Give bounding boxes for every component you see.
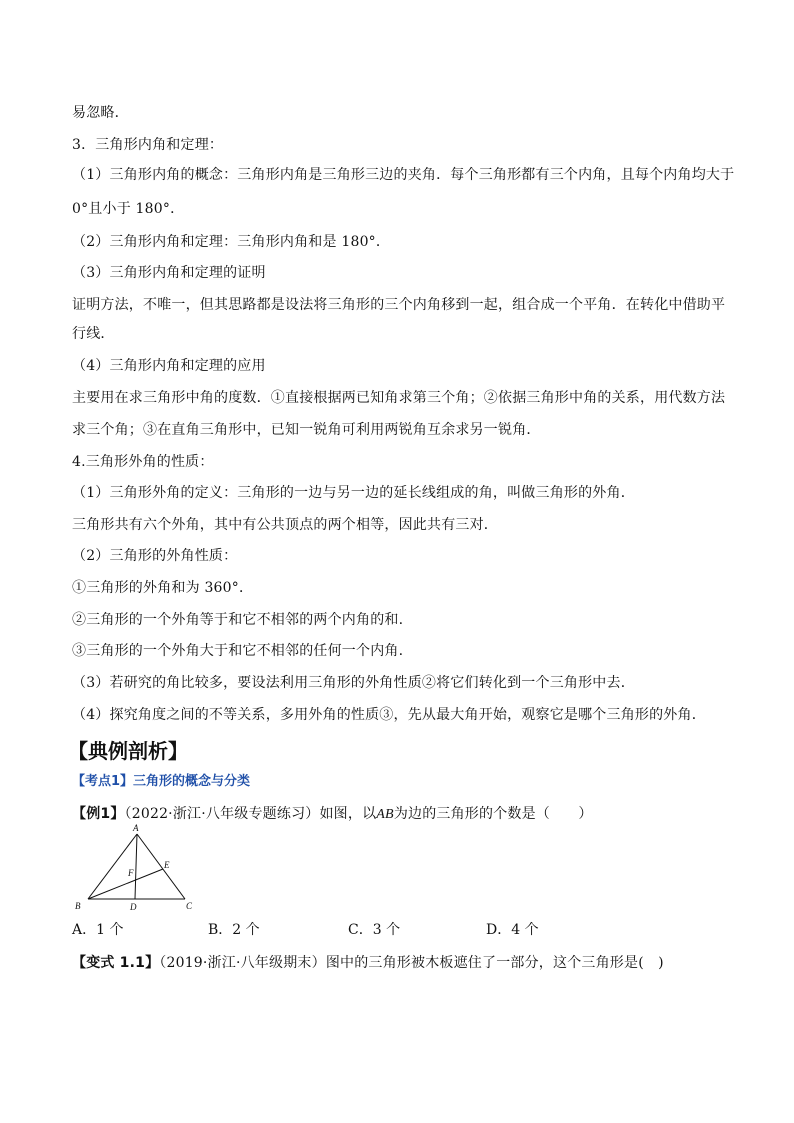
text-line: （4）三角形内角和定理的应用 [72,358,266,374]
option-d[interactable]: D．4 个 [486,922,539,938]
text-line: ②三角形的一个外角等于和它不相邻的两个内角的和. [72,612,404,628]
text-line: 0°且小于 180°． [72,201,185,217]
text-line: （3）若研究的角比较多，要设法利用三角形的外角性质②将它们转化到一个三角形中去． [72,675,635,691]
label-a: A [133,824,139,833]
text-line: 主要用在求三角形中角的度数．①直接根据两已知角求第三个角；②依据三角形中角的关系，用代数方法 [72,390,726,406]
text-line: （4）探究角度之间的不等关系，多用外角的性质③，先从最大角开始，观察它是哪个三角形的外角． [72,707,706,723]
example-text-before: 如图，以 [319,806,377,822]
text-line: 4.三角形外角的性质： [72,454,214,470]
text-line: 行线． [72,326,115,342]
text-line: 3．三角形内角和定理： [72,137,224,153]
variant-tag: 【变式 1.1】 [72,955,160,971]
option-b[interactable]: B．2 个 [208,922,260,938]
text-line: 求三个角；③在直角三角形中，已知一锐角可利用两锐角互余求另一锐角． [72,422,541,438]
label-d: D [130,902,137,912]
option-a[interactable]: A．1 个 [72,922,124,938]
section-heading: 【典例剖析】 [68,739,188,763]
label-b: B [75,901,81,911]
segment-ac-line [137,834,185,899]
text-line: 易忽略． [72,105,129,121]
text-line: （2）三角形内角和定理：三角形内角和是 180°． [72,234,391,250]
example-tag: 【例1】 [72,806,125,822]
text-line: （1）三角形外角的定义：三角形的一边与另一边的延长线组成的角，叫做三角形的外角． [72,485,635,501]
text-line: （1）三角形内角的概念：三角形内角是三角形三边的夹角．每个三角形都有三个内角，且每个内角均大于 [72,167,735,183]
example-source: （2022·浙江·八年级专题练习） [124,806,320,822]
variant-1-1 [72,953,664,973]
triangle-figure [66,824,206,916]
label-c: C [186,901,193,911]
point-label: 【考点1】三角形的概念与分类 [72,774,251,789]
variant-source: （2019·浙江·八年级期末） [159,955,326,971]
example-1 [72,804,593,825]
segment-ad-line [135,834,137,899]
option-c[interactable]: C．3 个 [348,922,401,938]
text-line: 三角形共有六个外角，其中有公共顶点的两个相等，因此共有三对． [72,517,498,533]
text-line: （2）三角形的外角性质： [72,548,238,564]
label-f: F [128,868,134,878]
text-line: 证明方法，不唯一，但其思路都是设法将三角形的三个内角移到一起，组合成一个平角．在转化中借助平 [72,297,726,313]
label-e: E [164,860,170,870]
segment-ab: AB [376,807,394,822]
example-text-after: 为边的三角形的个数是（ ） [393,806,593,822]
text-line: ③三角形的一个外角大于和它不相邻的任何一个内角. [72,643,404,659]
text-line: ①三角形的外角和为 360°． [72,580,254,596]
text-line: （3）三角形内角和定理的证明 [72,265,266,281]
variant-text: 图中的三角形被木板遮住了一部分，这个三角形是( ) [325,955,664,971]
